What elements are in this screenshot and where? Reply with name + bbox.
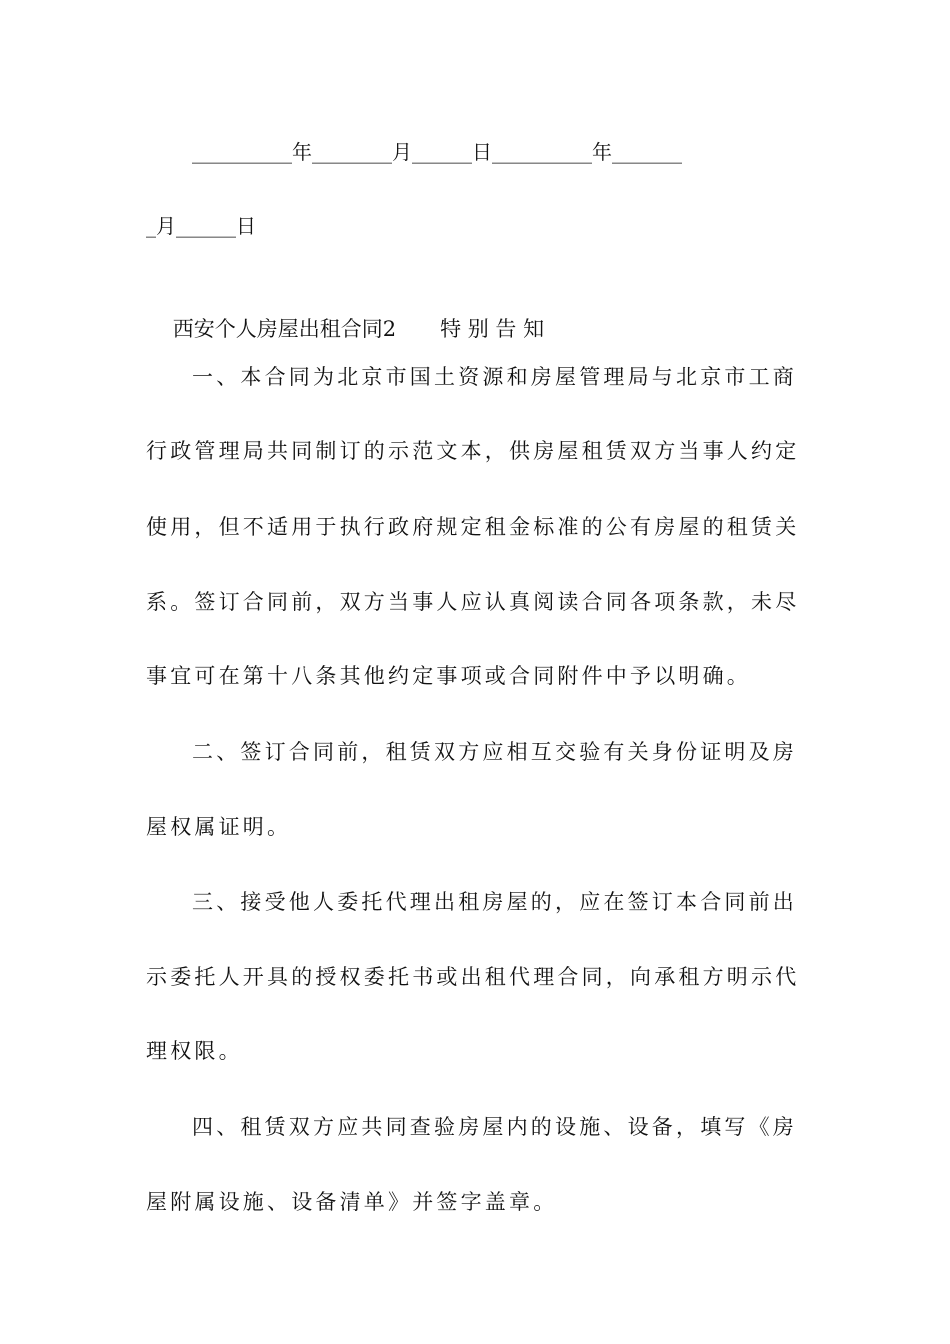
- paragraph-1-line-2: 行政管理局共同制订的示范文本，供房屋租赁双方当事人约定: [146, 439, 800, 463]
- paragraph-4-line-1: 四、租赁双方应共同查验房屋内的设施、设备，填写《房: [192, 1115, 797, 1139]
- paragraph-4-line-2: 屋附属设施、设备清单》并签字盖章。: [146, 1190, 558, 1214]
- paragraph-2-line-1: 二、签订合同前，租赁双方应相互交验有关身份证明及房: [192, 740, 797, 764]
- paragraph-1-line-1: 一、本合同为北京市国土资源和房屋管理局与北京市工商: [192, 365, 797, 389]
- contract-title: 西安个人房屋出租合同2: [172, 317, 397, 341]
- paragraph-1-line-3: 使用，但不适用于执行政府规定租金标准的公有房屋的租赁关: [146, 515, 800, 539]
- special-notice-heading: 特 别 告 知: [440, 317, 545, 341]
- paragraph-3-line-1: 三、接受他人委托代理出租房屋的，应在签订本合同前出: [192, 890, 797, 914]
- date-line-2: _月______日: [146, 214, 256, 238]
- date-line-1: __________年________月______日__________年_______: [192, 140, 682, 164]
- paragraph-3-line-2: 示委托人开具的授权委托书或出租代理合同，向承租方明示代: [146, 965, 800, 989]
- paragraph-3-line-3: 理权限。: [146, 1039, 243, 1063]
- heading-line: [146, 287, 836, 371]
- paragraph-1-line-5: 事宜可在第十八条其他约定事项或合同附件中予以明确。: [146, 664, 751, 688]
- paragraph-1-line-4: 系。签订合同前，双方当事人应认真阅读合同各项条款，未尽: [146, 590, 800, 614]
- paragraph-2-line-2: 屋权属证明。: [146, 815, 292, 839]
